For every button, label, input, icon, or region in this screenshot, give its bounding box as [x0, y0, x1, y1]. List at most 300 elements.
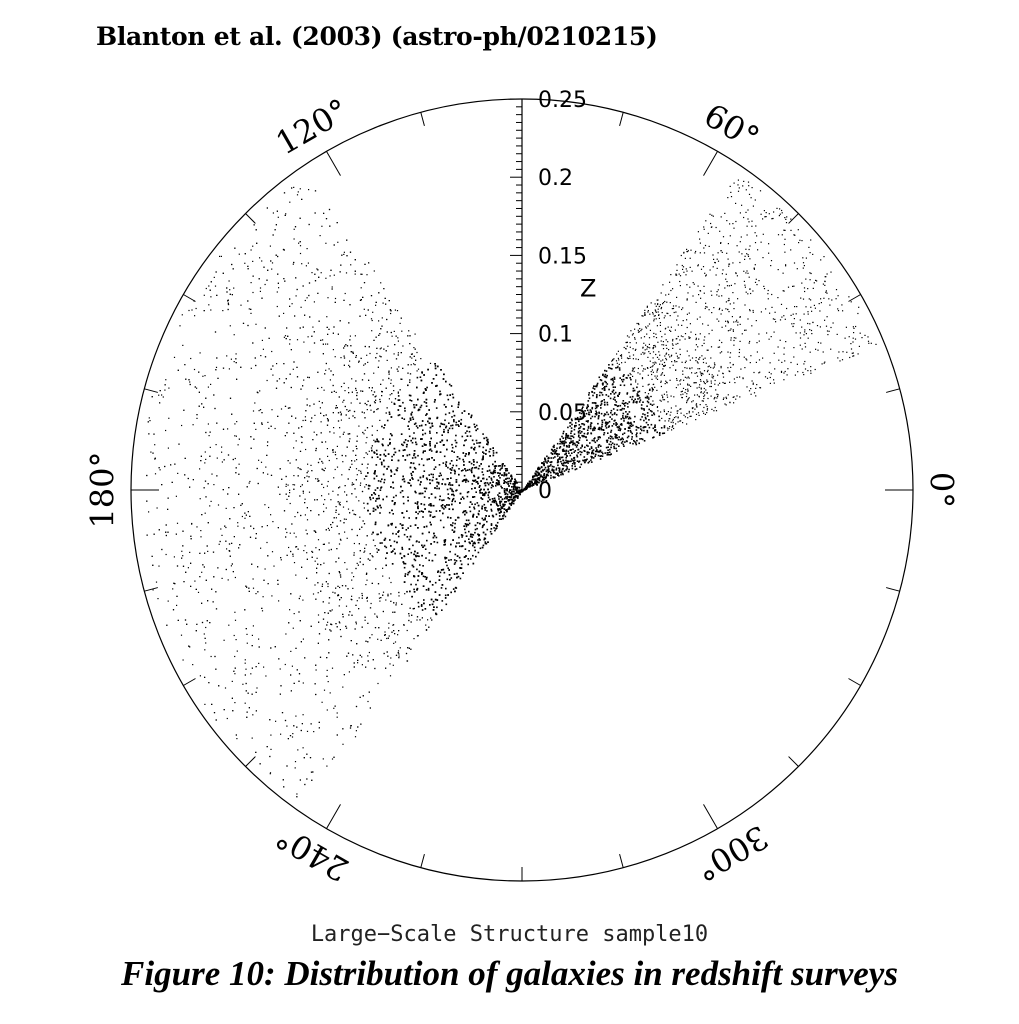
galaxy-point [483, 545, 485, 547]
galaxy-point [707, 406, 708, 407]
galaxy-point [621, 358, 622, 359]
galaxy-point [606, 441, 608, 443]
galaxy-point [413, 363, 414, 364]
galaxy-point [661, 381, 662, 382]
galaxy-point [740, 324, 741, 325]
galaxy-point [679, 421, 680, 422]
galaxy-point [767, 378, 768, 379]
galaxy-point [598, 412, 600, 414]
galaxy-point [552, 466, 554, 468]
galaxy-point [268, 507, 269, 508]
galaxy-point [328, 603, 329, 604]
galaxy-point [235, 577, 236, 578]
galaxy-point [763, 234, 764, 235]
galaxy-point [380, 542, 382, 544]
galaxy-point [848, 296, 849, 297]
galaxy-point [227, 718, 228, 719]
galaxy-point [487, 482, 489, 484]
galaxy-point [718, 289, 719, 290]
galaxy-point [808, 247, 809, 248]
galaxy-point [747, 234, 748, 235]
galaxy-point [674, 360, 675, 361]
galaxy-point [337, 446, 338, 447]
galaxy-point [577, 452, 579, 454]
galaxy-point [250, 673, 251, 674]
galaxy-point [667, 394, 668, 395]
galaxy-point [837, 308, 838, 309]
galaxy-point [763, 286, 764, 287]
galaxy-point [278, 287, 279, 288]
galaxy-point [661, 395, 662, 396]
galaxy-point [618, 445, 620, 447]
galaxy-point [552, 469, 554, 471]
galaxy-point [252, 738, 253, 739]
galaxy-point [601, 429, 603, 431]
galaxy-point [388, 378, 389, 379]
galaxy-point [784, 230, 785, 231]
galaxy-point [594, 392, 596, 394]
galaxy-point [260, 291, 261, 292]
galaxy-point [456, 542, 458, 544]
galaxy-point [375, 305, 376, 306]
galaxy-point [181, 635, 182, 636]
galaxy-point [560, 461, 562, 463]
galaxy-point [652, 400, 653, 401]
galaxy-point [609, 451, 611, 453]
galaxy-point [407, 536, 409, 538]
galaxy-point [584, 450, 586, 452]
galaxy-point [413, 455, 415, 457]
galaxy-point [649, 337, 650, 338]
galaxy-point [314, 301, 315, 302]
galaxy-point [511, 496, 513, 498]
galaxy-point [483, 447, 485, 449]
galaxy-point [720, 352, 721, 353]
galaxy-point [263, 349, 264, 350]
galaxy-point [733, 228, 734, 229]
galaxy-point [598, 415, 600, 417]
galaxy-point [620, 409, 622, 411]
galaxy-point [642, 413, 644, 415]
galaxy-point [700, 298, 701, 299]
galaxy-point [234, 702, 235, 703]
galaxy-point [747, 218, 748, 219]
galaxy-point [651, 379, 652, 380]
galaxy-point [308, 263, 309, 264]
galaxy-point [467, 558, 469, 560]
galaxy-point [623, 445, 625, 447]
galaxy-point [407, 440, 409, 442]
galaxy-point [395, 310, 396, 311]
galaxy-point [751, 226, 752, 227]
galaxy-point [375, 494, 377, 496]
galaxy-point [596, 440, 598, 442]
galaxy-point [388, 623, 389, 624]
galaxy-point [455, 435, 457, 437]
galaxy-point [336, 405, 337, 406]
galaxy-point [618, 358, 619, 359]
galaxy-point [693, 400, 694, 401]
galaxy-point [286, 484, 287, 485]
galaxy-point [680, 379, 681, 380]
galaxy-point [482, 468, 484, 470]
galaxy-point [394, 541, 396, 543]
galaxy-point [587, 420, 589, 422]
galaxy-point [604, 381, 606, 383]
galaxy-point [688, 336, 689, 337]
galaxy-point [624, 405, 626, 407]
galaxy-point [200, 530, 201, 531]
galaxy-point [600, 407, 602, 409]
galaxy-point [562, 433, 564, 435]
galaxy-point [565, 460, 567, 462]
galaxy-point [455, 554, 457, 556]
galaxy-point [640, 419, 642, 421]
galaxy-point [729, 264, 730, 265]
galaxy-point [329, 460, 330, 461]
galaxy-point [436, 488, 438, 490]
galaxy-point [581, 431, 583, 433]
galaxy-point [294, 613, 295, 614]
galaxy-point [354, 460, 355, 461]
galaxy-point [712, 254, 713, 255]
galaxy-point [220, 528, 221, 529]
galaxy-point [765, 308, 766, 309]
galaxy-point [244, 263, 245, 264]
galaxy-point [797, 364, 798, 365]
galaxy-point [439, 496, 441, 498]
galaxy-point [818, 342, 819, 343]
galaxy-point [800, 298, 801, 299]
galaxy-point [300, 245, 301, 246]
galaxy-point [678, 417, 679, 418]
galaxy-point [617, 427, 619, 429]
galaxy-point [381, 478, 383, 480]
galaxy-point [618, 439, 620, 441]
galaxy-point [553, 471, 555, 473]
galaxy-point [436, 432, 438, 434]
galaxy-point [207, 551, 208, 552]
galaxy-point [268, 428, 269, 429]
galaxy-point [708, 325, 709, 326]
galaxy-point [710, 223, 711, 224]
galaxy-point [300, 188, 301, 189]
galaxy-point [618, 436, 620, 438]
galaxy-point [300, 486, 301, 487]
galaxy-point [699, 415, 700, 416]
galaxy-point [613, 389, 615, 391]
galaxy-point [634, 367, 635, 368]
galaxy-point [761, 214, 762, 215]
galaxy-point [497, 522, 499, 524]
galaxy-point [726, 301, 727, 302]
galaxy-point [204, 649, 205, 650]
galaxy-point [377, 683, 378, 684]
galaxy-point [718, 252, 719, 253]
galaxy-point [383, 303, 384, 304]
galaxy-point [686, 393, 687, 394]
galaxy-point [709, 246, 710, 247]
galaxy-point [198, 592, 199, 593]
galaxy-point [462, 469, 464, 471]
galaxy-point [711, 227, 712, 228]
galaxy-point [785, 319, 786, 320]
galaxy-point [680, 394, 681, 395]
galaxy-point [721, 366, 722, 367]
galaxy-point [630, 330, 631, 331]
galaxy-point [382, 576, 383, 577]
galaxy-point [647, 397, 649, 399]
galaxy-point [653, 384, 654, 385]
galaxy-point [729, 370, 730, 371]
galaxy-point [599, 451, 601, 453]
galaxy-point [656, 318, 657, 319]
galaxy-point [735, 399, 736, 400]
galaxy-point [759, 341, 760, 342]
galaxy-point [331, 527, 332, 528]
galaxy-point [575, 444, 577, 446]
galaxy-point [613, 386, 615, 388]
galaxy-point [714, 398, 715, 399]
galaxy-point [376, 534, 378, 536]
galaxy-point [429, 432, 431, 434]
galaxy-point [275, 428, 276, 429]
galaxy-point [810, 307, 811, 308]
galaxy-point [732, 223, 733, 224]
galaxy-point [600, 405, 602, 407]
galaxy-point [602, 453, 604, 455]
galaxy-point [752, 290, 753, 291]
galaxy-point [676, 270, 677, 271]
galaxy-point [479, 465, 481, 467]
galaxy-point [441, 609, 443, 611]
galaxy-point [330, 624, 331, 625]
galaxy-point [228, 579, 229, 580]
galaxy-point [400, 492, 402, 494]
galaxy-point [691, 367, 692, 368]
galaxy-point [321, 272, 322, 273]
galaxy-point [684, 367, 685, 368]
galaxy-point [353, 576, 354, 577]
galaxy-point [697, 368, 698, 369]
galaxy-point [469, 431, 471, 433]
galaxy-point [623, 418, 625, 420]
galaxy-point [491, 484, 493, 486]
galaxy-point [706, 379, 707, 380]
galaxy-point [471, 468, 473, 470]
galaxy-point [472, 555, 474, 557]
galaxy-point [739, 262, 740, 263]
galaxy-point [634, 329, 635, 330]
galaxy-point [630, 396, 632, 398]
galaxy-point [390, 313, 391, 314]
galaxy-point [506, 474, 508, 476]
galaxy-point [842, 310, 843, 311]
galaxy-point [666, 391, 667, 392]
galaxy-point [467, 564, 469, 566]
galaxy-point [430, 618, 431, 619]
galaxy-point [563, 450, 565, 452]
galaxy-point [562, 441, 564, 443]
galaxy-point [586, 452, 588, 454]
galaxy-point [153, 589, 154, 590]
galaxy-point [661, 340, 662, 341]
galaxy-point [568, 469, 570, 471]
galaxy-point [801, 240, 802, 241]
galaxy-point [622, 434, 624, 436]
galaxy-point [607, 446, 609, 448]
galaxy-point [210, 447, 211, 448]
galaxy-point [469, 523, 471, 525]
galaxy-point [753, 310, 754, 311]
galaxy-point [726, 281, 727, 282]
galaxy-point [711, 381, 712, 382]
galaxy-point [168, 388, 169, 389]
galaxy-point [855, 326, 856, 327]
galaxy-point [725, 325, 726, 326]
galaxy-point [333, 477, 334, 478]
galaxy-point [584, 459, 586, 461]
galaxy-point [451, 405, 453, 407]
galaxy-point [607, 383, 609, 385]
galaxy-point [499, 515, 501, 517]
galaxy-point [427, 619, 428, 620]
galaxy-point [386, 547, 388, 549]
galaxy-point [453, 588, 455, 590]
galaxy-point [450, 559, 452, 561]
galaxy-point [658, 416, 660, 418]
galaxy-point [633, 348, 634, 349]
galaxy-point [249, 481, 250, 482]
galaxy-point [329, 610, 330, 611]
galaxy-point [392, 513, 394, 515]
galaxy-point [711, 291, 712, 292]
galaxy-point [713, 266, 714, 267]
galaxy-point [614, 448, 616, 450]
galaxy-point [786, 216, 787, 217]
galaxy-point [449, 412, 451, 414]
galaxy-point [165, 430, 166, 431]
galaxy-point [428, 589, 430, 591]
galaxy-point [672, 308, 673, 309]
galaxy-point [745, 256, 746, 257]
galaxy-point [407, 527, 409, 529]
galaxy-point [673, 419, 674, 420]
galaxy-point [739, 376, 740, 377]
galaxy-point [744, 281, 745, 282]
galaxy-point [751, 325, 752, 326]
galaxy-point [651, 302, 652, 303]
galaxy-point [758, 333, 759, 334]
galaxy-point [729, 402, 730, 403]
galaxy-point [413, 432, 415, 434]
galaxy-point [771, 336, 772, 337]
galaxy-point [837, 334, 838, 335]
galaxy-point [642, 316, 643, 317]
galaxy-point [311, 272, 312, 273]
galaxy-point [249, 308, 250, 309]
galaxy-point [742, 333, 743, 334]
galaxy-point [562, 468, 564, 470]
galaxy-point [651, 396, 652, 397]
galaxy-point [626, 342, 627, 343]
galaxy-point [619, 392, 621, 394]
galaxy-point [543, 465, 545, 467]
galaxy-point [630, 374, 631, 375]
galaxy-point [615, 367, 617, 369]
galaxy-point [653, 320, 654, 321]
galaxy-point [711, 312, 712, 313]
galaxy-point [464, 440, 466, 442]
galaxy-point [627, 346, 628, 347]
galaxy-point [423, 465, 425, 467]
galaxy-point [384, 631, 385, 632]
galaxy-point [371, 457, 373, 459]
galaxy-point [585, 437, 587, 439]
galaxy-point [562, 474, 564, 476]
galaxy-point [573, 442, 575, 444]
galaxy-point [358, 500, 359, 501]
galaxy-point [656, 337, 657, 338]
galaxy-point [639, 438, 641, 440]
galaxy-point [482, 518, 484, 520]
galaxy-point [777, 297, 778, 298]
galaxy-point [489, 491, 491, 493]
galaxy-point [696, 406, 697, 407]
galaxy-point [766, 212, 767, 213]
galaxy-point [300, 596, 301, 597]
galaxy-point [264, 504, 265, 505]
galaxy-point [782, 234, 783, 235]
galaxy-point [365, 620, 366, 621]
galaxy-point [700, 371, 701, 372]
galaxy-point [294, 562, 295, 563]
galaxy-point [782, 212, 783, 213]
galaxy-point [230, 325, 231, 326]
galaxy-point [221, 447, 222, 448]
galaxy-point [415, 442, 417, 444]
galaxy-point [656, 371, 657, 372]
galaxy-point [365, 584, 366, 585]
galaxy-point [697, 361, 698, 362]
galaxy-point [628, 352, 629, 353]
galaxy-point [209, 435, 210, 436]
galaxy-point [672, 426, 673, 427]
galaxy-point [321, 387, 322, 388]
galaxy-point [306, 530, 307, 531]
galaxy-point [318, 539, 319, 540]
galaxy-point [647, 368, 648, 369]
galaxy-point [660, 382, 661, 383]
galaxy-point [553, 447, 555, 449]
galaxy-point [702, 411, 703, 412]
galaxy-point [470, 435, 472, 437]
galaxy-point [358, 470, 359, 471]
galaxy-point [468, 481, 470, 483]
galaxy-point [623, 408, 625, 410]
galaxy-point [675, 312, 676, 313]
galaxy-point [690, 267, 691, 268]
galaxy-point [619, 367, 621, 369]
galaxy-point [622, 408, 624, 410]
galaxy-point [655, 354, 656, 355]
galaxy-point [251, 282, 252, 283]
galaxy-point [560, 472, 562, 474]
galaxy-point [604, 388, 606, 390]
galaxy-point [683, 320, 684, 321]
galaxy-point [798, 229, 799, 230]
galaxy-point [719, 383, 720, 384]
